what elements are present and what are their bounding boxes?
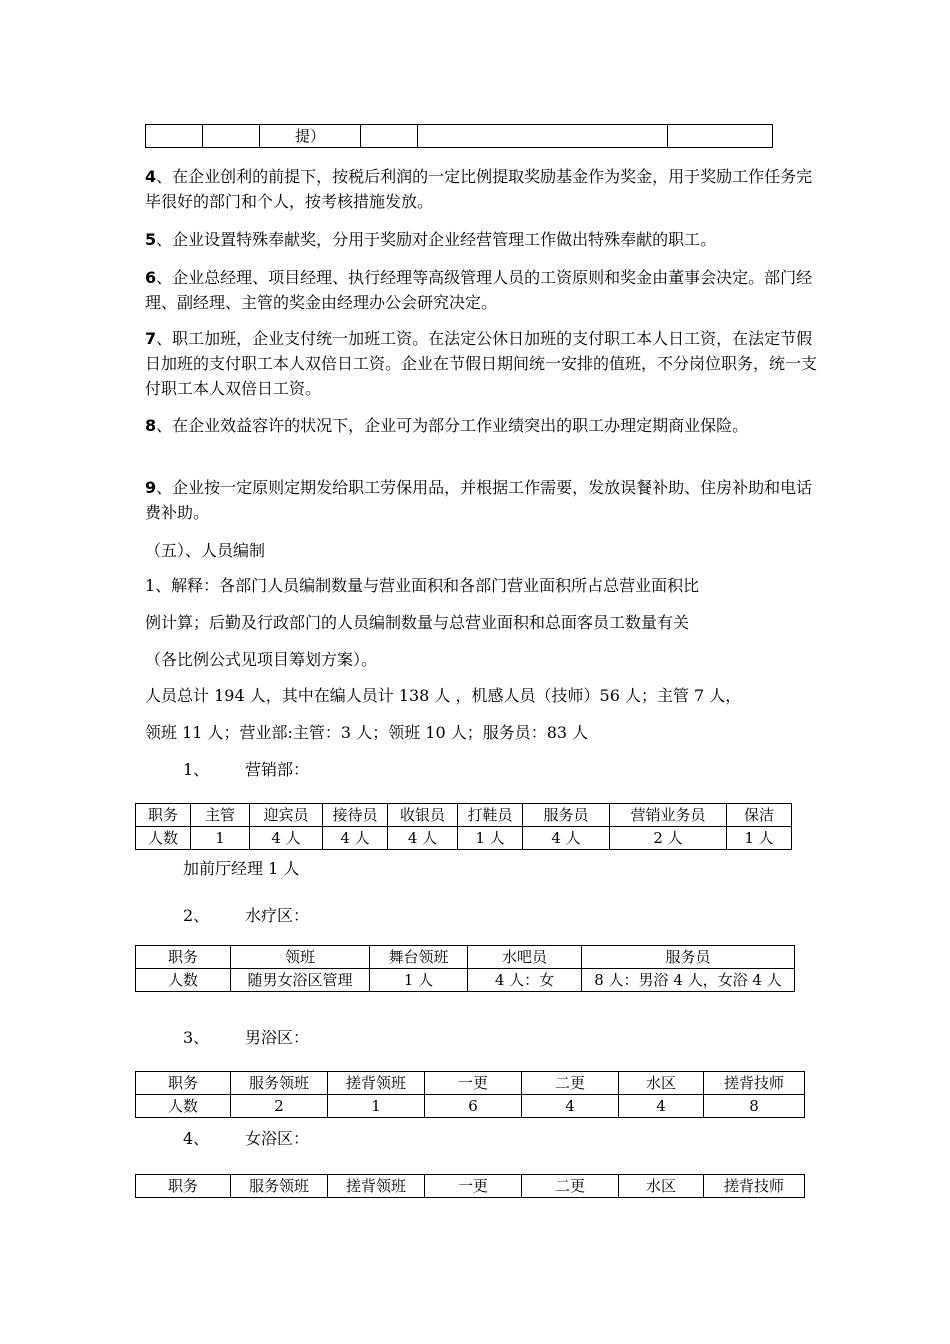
- subsection-title: 水疗区：: [245, 906, 310, 925]
- table-row: [136, 1175, 805, 1198]
- table-cell: 搓背领班: [328, 1072, 425, 1095]
- table-cell: 4: [522, 1095, 619, 1118]
- table-cell: 8: [704, 1095, 805, 1118]
- body-line: 1、解释：各部门人员编制数量与营业面积和各部门营业面积所占总营业面积比: [145, 576, 700, 595]
- table-cell: 收银员: [388, 804, 458, 827]
- table-cell: 搓背领班: [328, 1175, 425, 1198]
- table-cell: 营销业务员: [610, 804, 727, 827]
- paragraph-6: [145, 265, 820, 315]
- paragraph-number: 4: [145, 167, 157, 186]
- marketing-table: [135, 803, 792, 850]
- table-cell: 4: [619, 1095, 704, 1118]
- paragraph-5: [145, 227, 820, 252]
- paragraph-7: [145, 326, 820, 401]
- subsection-number: 2、: [183, 906, 210, 925]
- table-cell: 人数: [136, 969, 231, 992]
- table-cell: 4 人：女: [468, 969, 582, 992]
- table-cell: 一更: [425, 1175, 522, 1198]
- table-cell: 人数: [136, 1095, 231, 1118]
- top-table-cell: [361, 125, 418, 148]
- body-line: 领班 11 人；营业部:主管：3 人；领班 10 人；服务员：83 人: [145, 723, 589, 742]
- table-cell: 6: [425, 1095, 522, 1118]
- paragraph-number: 8: [145, 416, 157, 435]
- paragraph-number: 7: [145, 329, 157, 348]
- paragraph-4: [145, 164, 820, 214]
- table-cell: 1: [191, 827, 250, 850]
- table-cell: 二更: [522, 1175, 619, 1198]
- paragraph-number: 6: [145, 268, 157, 287]
- subsection-number: 4、: [183, 1129, 210, 1148]
- table-cell: 随男女浴区管理: [231, 969, 370, 992]
- mens-bath-table: [135, 1071, 805, 1118]
- table-cell: 搓背技师: [704, 1175, 805, 1198]
- paragraph-text: 、在企业效益容许的状况下，企业可为部分工作业绩突出的职工办理定期商业保险。: [156, 416, 749, 435]
- table-cell: 8 人：男浴 4 人，女浴 4 人: [582, 969, 795, 992]
- table-cell: 人数: [136, 827, 191, 850]
- table-note: 加前厅经理 1 人: [183, 859, 300, 878]
- table-cell: 水吧员: [468, 946, 582, 969]
- subsection-number: 1、: [183, 760, 210, 779]
- table-cell: 职务: [136, 946, 231, 969]
- top-table-cell: [668, 125, 773, 148]
- table-row: [136, 946, 795, 969]
- table-cell: 职务: [136, 804, 191, 827]
- table-cell: 1 人: [458, 827, 523, 850]
- table-cell: 服务领班: [231, 1072, 328, 1095]
- table-row: [136, 1095, 805, 1118]
- top-table-cell: [203, 125, 260, 148]
- table-cell: 2: [231, 1095, 328, 1118]
- table-cell: 服务员: [582, 946, 795, 969]
- table-row: [136, 827, 792, 850]
- table-cell: 一更: [425, 1072, 522, 1095]
- paragraph-text: 、企业设置特殊奉献奖，分用于奖励对企业经营管理工作做出特殊奉献的职工。: [156, 230, 717, 249]
- table-cell: 2 人: [610, 827, 727, 850]
- section-title: （五）、人员编制: [145, 541, 266, 560]
- womens-bath-table: [135, 1174, 805, 1198]
- table-cell: 4 人: [250, 827, 323, 850]
- table-cell: 迎宾员: [250, 804, 323, 827]
- paragraph-number: 5: [145, 230, 157, 249]
- table-cell: 4 人: [523, 827, 610, 850]
- table-cell: 舞台领班: [370, 946, 468, 969]
- table-cell: 二更: [522, 1072, 619, 1095]
- subsection-title: 营销部：: [245, 760, 310, 779]
- table-cell: 职务: [136, 1072, 231, 1095]
- table-cell: 1: [328, 1095, 425, 1118]
- table-cell: 主管: [191, 804, 250, 827]
- table-cell: 4 人: [388, 827, 458, 850]
- table-cell: 水区: [619, 1175, 704, 1198]
- subsection-number: 3、: [183, 1028, 210, 1047]
- spa-table: [135, 945, 795, 992]
- body-line: 人员总计 194 人，其中在编人员计 138 人 ，机感人员（技师）56 人；主管 7 人，: [145, 686, 742, 705]
- table-row: [136, 1072, 805, 1095]
- body-line: 例计算；后勤及行政部门的人员编制数量与总营业面积和总面客员工数量有关: [145, 613, 690, 632]
- paragraph-number: 9: [145, 478, 157, 497]
- table-cell: 1 人: [370, 969, 468, 992]
- table-cell: 水区: [619, 1072, 704, 1095]
- table-cell: 1 人: [727, 827, 792, 850]
- table-cell: 接待员: [323, 804, 388, 827]
- top-table-cell: [146, 125, 203, 148]
- table-cell: 领班: [231, 946, 370, 969]
- table-row: [136, 969, 795, 992]
- table-cell: 搓背技师: [704, 1072, 805, 1095]
- table-cell: 保洁: [727, 804, 792, 827]
- paragraph-text: 、在企业创利的前提下，按税后利润的一定比例提取奖励基金作为奖金，用于奖励工作任务完毕很好的部门和个人，按考核措施发放。: [145, 167, 813, 211]
- paragraph-text: 、职工加班，企业支付统一加班工资。在法定公休日加班的支付职工本人日工资，在法定节假日加班的支付职工本人双倍日工资。企业在节假日期间统一安排的值班，不分岗位职务，统一支付职工本人双倍日工资。: [145, 329, 818, 398]
- paragraph-text: 、企业按一定原则定期发给职工劳保用品，并根据工作需要，发放误餐补助、住房补助和电话费补助。: [145, 478, 813, 522]
- table-cell: 服务领班: [231, 1175, 328, 1198]
- paragraph-text: 、企业总经理、项目经理、执行经理等高级管理人员的工资原则和奖金由董事会决定。部门经理、副经理、主管的奖金由经理办公会研究决定。: [145, 268, 813, 312]
- top-table: [145, 124, 773, 148]
- subsection-title: 女浴区：: [245, 1129, 310, 1148]
- table-row: [136, 804, 792, 827]
- paragraph-8: [145, 413, 820, 438]
- paragraph-9: [145, 475, 820, 525]
- top-table-cell: [418, 125, 668, 148]
- subsection-title: 男浴区：: [245, 1028, 310, 1047]
- table-cell: 服务员: [523, 804, 610, 827]
- table-cell: 4 人: [323, 827, 388, 850]
- table-cell: 职务: [136, 1175, 231, 1198]
- body-line: （各比例公式见项目筹划方案）。: [145, 650, 378, 669]
- top-table-cell: 提）: [260, 125, 361, 148]
- table-cell: 打鞋员: [458, 804, 523, 827]
